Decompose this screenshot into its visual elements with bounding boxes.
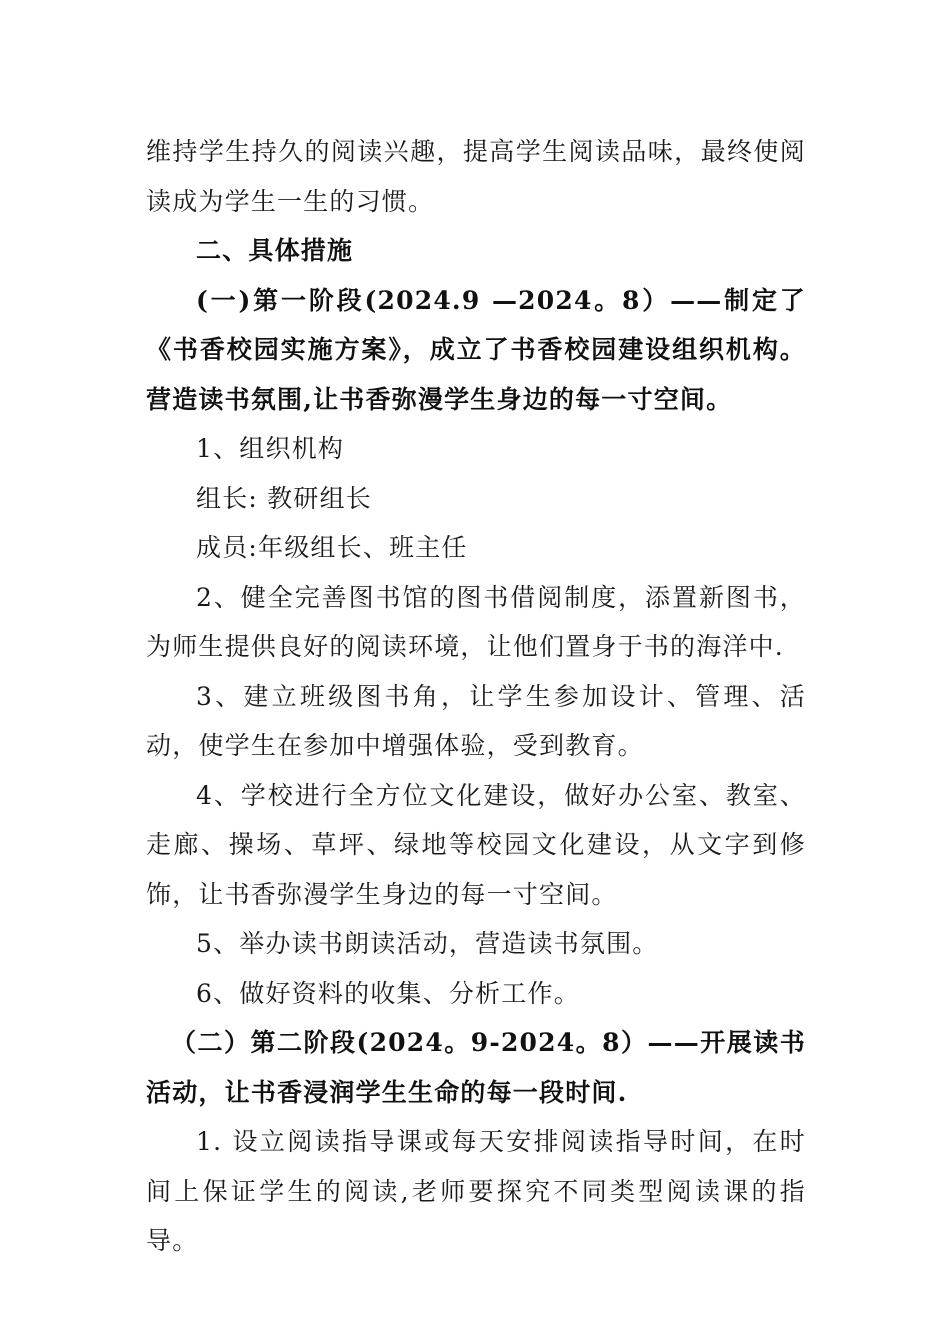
stage-two-heading: （二）第二阶段(2024。9-2024。8）——开展读书活动，让书香浸润学生生命的每一段时间. <box>146 1028 806 1107</box>
list-item-data-collection: 6、做好资料的收集、分析工作。 <box>196 978 580 1008</box>
list-item-reading-activity: 5、举办读书朗读活动，营造读书氛围。 <box>196 929 659 958</box>
list-item-reading-guidance: 1. 设立阅读指导课或每天安排阅读指导时间，在时间上保证学生的阅读,老师要探究不同类型阅读课的指导。 <box>146 1127 806 1255</box>
list-item-library-system: 2、健全完善图书馆的图书借阅制度，添置新图书，为师生提供良好的阅读环境，让他们置身于书的海洋中. <box>146 582 806 661</box>
list-item-class-book-corner: 3、建立班级图书角，让学生参加设计、管理、活动，使学生在参加中增强体验，受到教育。 <box>146 681 806 760</box>
paragraph-reading-goal-continued: 维持学生持久的阅读兴趣，提高学生阅读品味，最终使阅读成为学生一生的习惯。 <box>146 137 806 216</box>
list-item-organization: 1、组织机构 <box>196 434 345 463</box>
list-item-campus-culture: 4、学校进行全方位文化建设，做好办公室、教室、走廊、操场、草坪、绿地等校园文化建设，从文字到修饰，让书香弥漫学生身边的每一寸空间。 <box>146 780 806 909</box>
document-body <box>146 127 806 1266</box>
section-heading-measures: 二、具体措施 <box>196 236 354 265</box>
organization-leader: 组长: 教研组长 <box>196 483 372 513</box>
organization-members: 成员:年级组长、班主任 <box>196 533 468 562</box>
stage-one-heading: (一)第一阶段(2024.9 —2024。8）——制定了《书香校园实施方案》，成立了书香校园建设组织机构。营造读书氛围,让书香弥漫学生身边的每一寸空间。 <box>146 285 806 414</box>
